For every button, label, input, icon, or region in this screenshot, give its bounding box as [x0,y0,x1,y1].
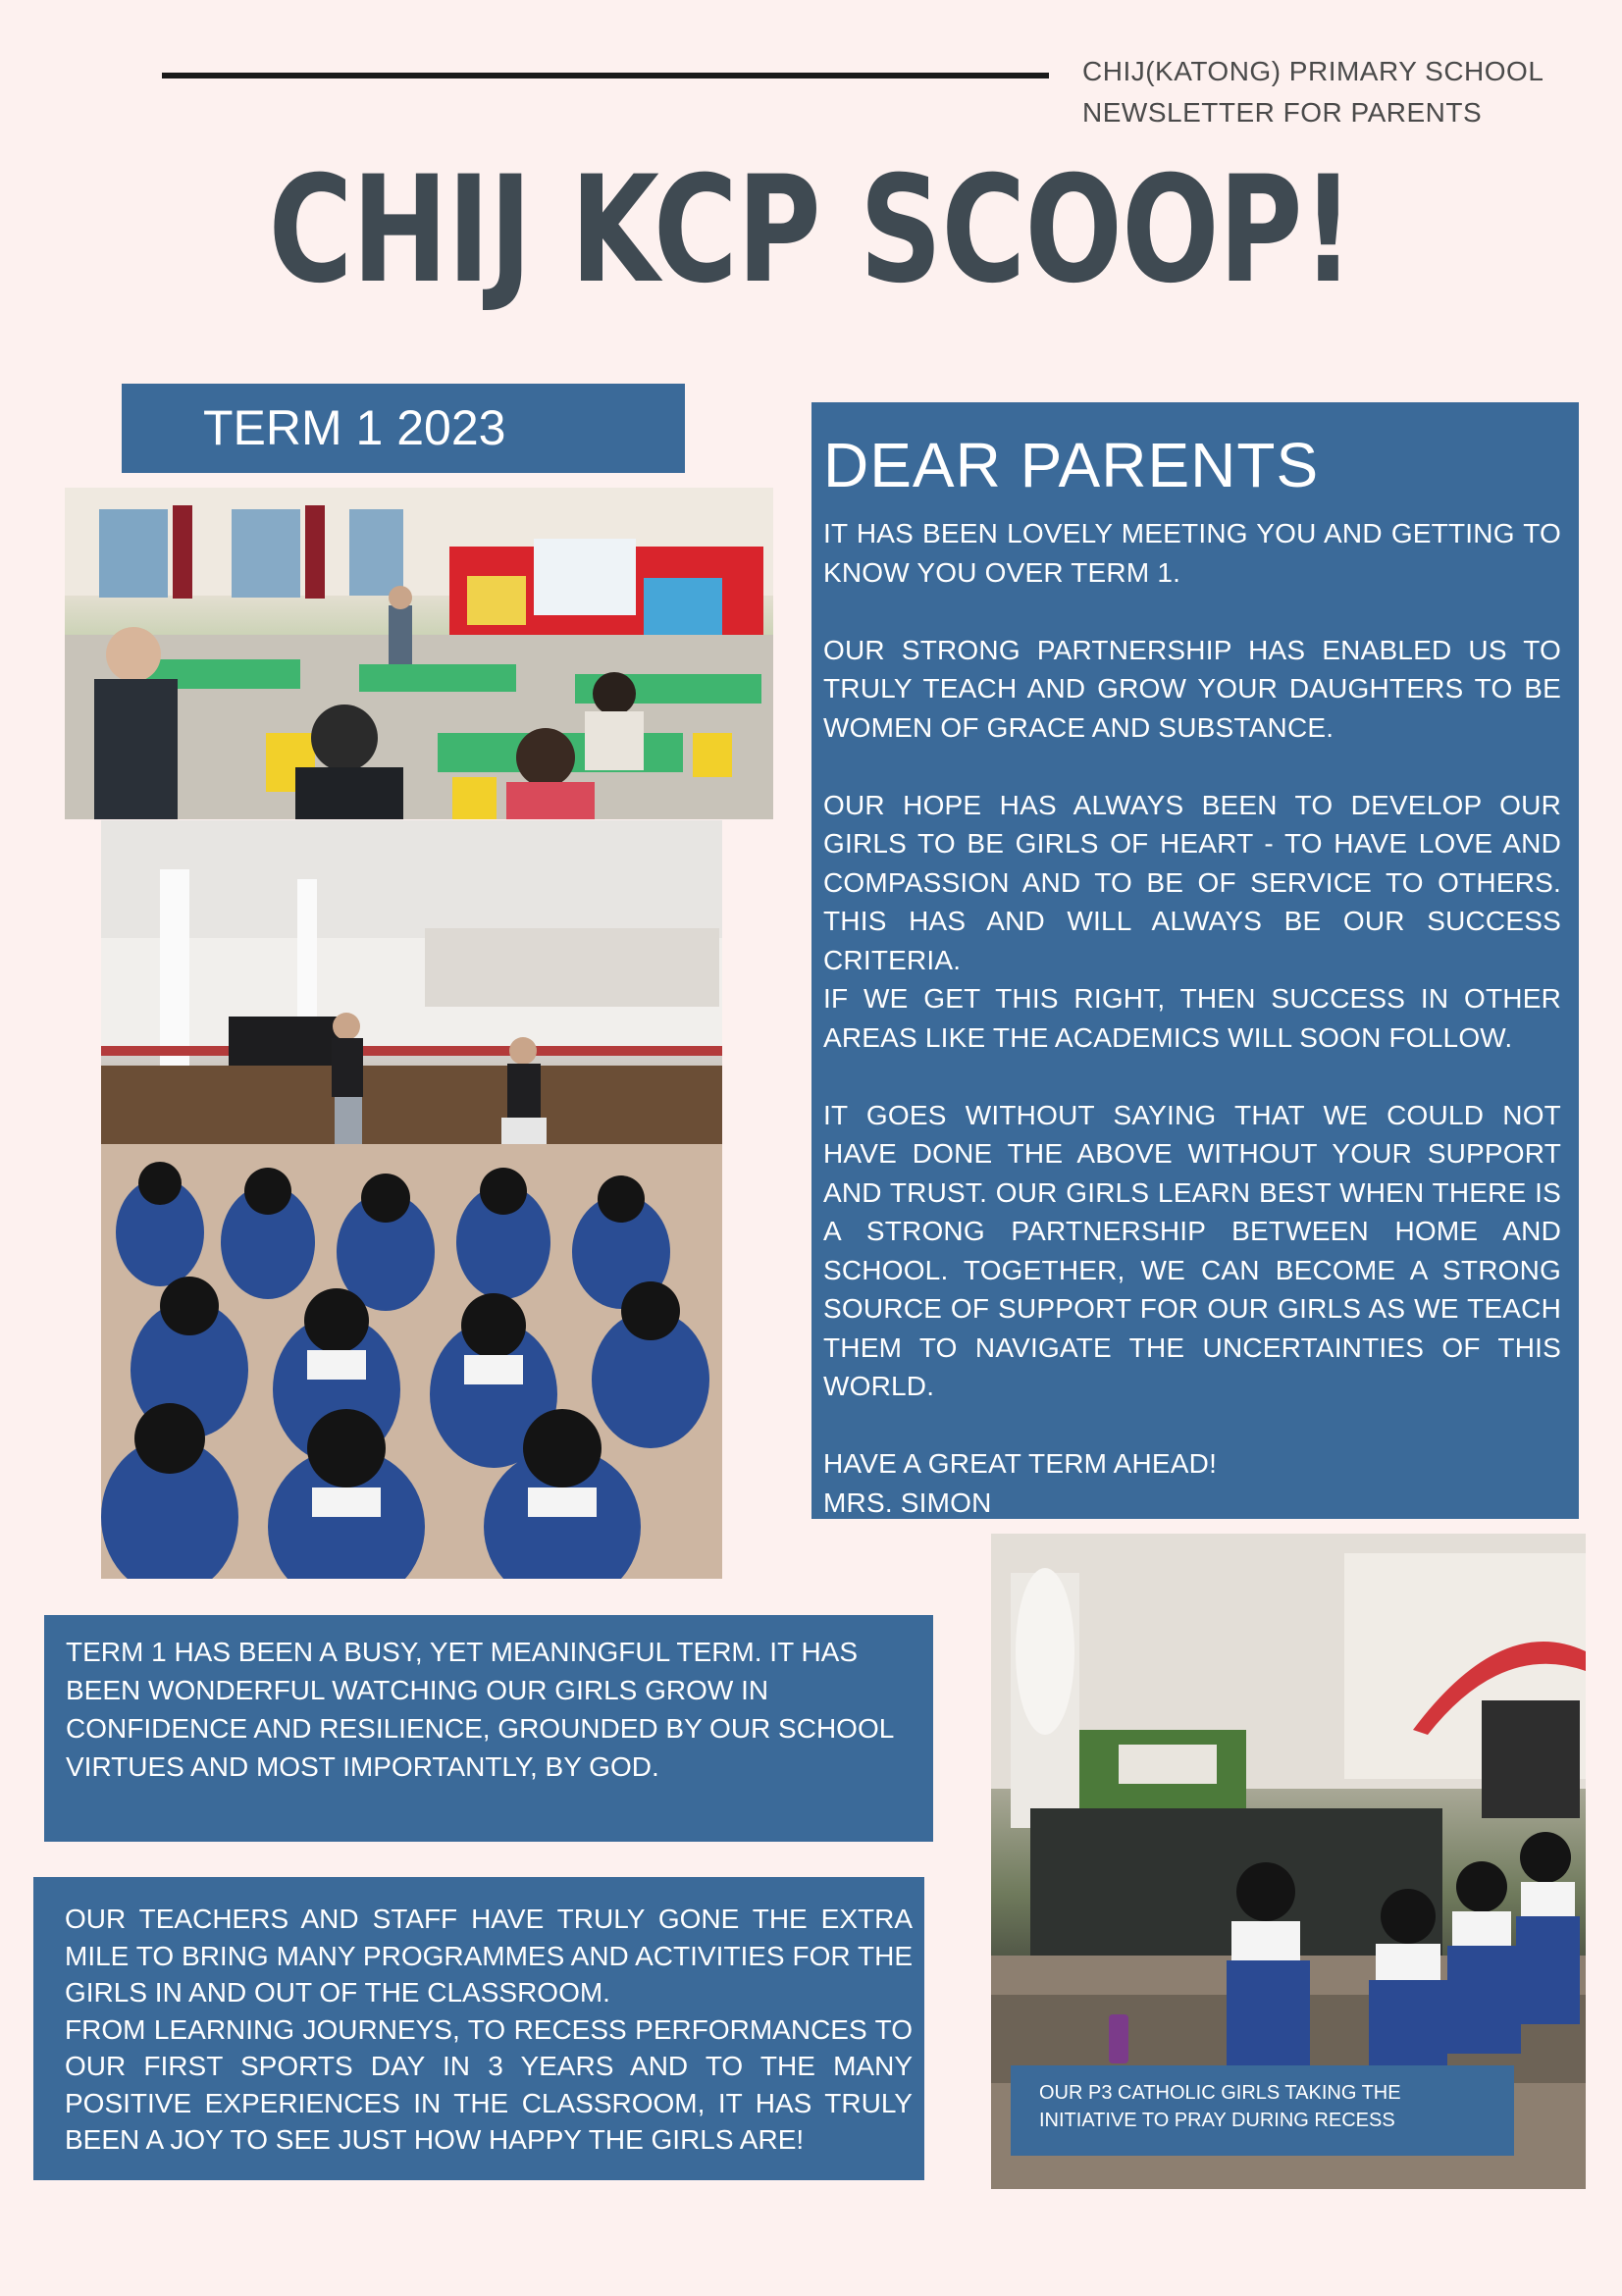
letter-paragraph: IT HAS BEEN LOVELY MEETING YOU AND GETTING TO KNOW YOU OVER TERM 1. [823,518,1561,588]
term-summary-text: TERM 1 HAS BEEN A BUSY, YET MEANINGFUL TERM. IT HAS BEEN WONDERFUL WATCHING OUR GIRLS GROW IN CONFIDENCE AND RESILIENCE, GROUNDED BY OUR SCHOOL VIRTUES AND MOST IMPORTANTLY, BY GOD. [66,1637,894,1782]
dear-parents-letter [811,402,1579,1519]
letter-heading: DEAR PARENTS [823,430,1320,500]
term-banner: TERM 1 2023 [122,384,685,473]
hall-performance-photo [101,820,722,1579]
term-summary-box [44,1615,933,1842]
newsletter-subtitle: NEWSLETTER FOR PARENTS [1082,97,1483,128]
letter-paragraph: IF WE GET THIS RIGHT, THEN SUCCESS IN OTHER AREAS LIKE THE ACADEMICS WILL SOON FOLLOW. [823,983,1561,1053]
newsletter-title: CHIJ KCP SCOOP! [268,145,1354,316]
letter-paragraph: IT GOES WITHOUT SAYING THAT WE COULD NOT HAVE DONE THE ABOVE WITHOUT YOUR SUPPORT AND TRUST. OUR GIRLS LEARN BEST WHEN THERE IS A STRONG PARTNERSHIP BETWEEN HOME AND SCHOOL. TOGETHER, WE CAN BECOME A STRONG SOURCE OF SUPPORT FOR OUR GIRLS AS WE TEACH THEM TO NAVIGATE THE UNCERTAINTIES OF THIS WORLD. [823,1099,1561,1401]
photo-caption-box [1011,2065,1514,2156]
letter-closing: HAVE A GREAT TERM AHEAD! [823,1448,1218,1479]
classroom-meeting-photo [65,488,773,819]
school-name-line1: CHIJ(KATONG) PRIMARY SCHOOL [1082,56,1544,86]
letter-paragraph: OUR STRONG PARTNERSHIP HAS ENABLED US TO TRULY TEACH AND GROW YOUR DAUGHTERS TO BE WOMEN OF GRACE AND SUBSTANCE. [823,634,1561,743]
teachers-paragraph: OUR TEACHERS AND STAFF HAVE TRULY GONE THE EXTRA MILE TO BRING MANY PROGRAMMES AND ACTIVITIES FOR THE GIRLS IN AND OUT OF THE CLASSROOM. [65,1904,913,2008]
photo-caption: OUR P3 CATHOLIC GIRLS TAKING THE INITIATIVE TO PRAY DURING RECESS [1039,2082,1401,2131]
teachers-programmes-box [33,1877,924,2180]
teachers-programmes-text [65,1901,913,2159]
activities-paragraph: FROM LEARNING JOURNEYS, TO RECESS PERFORMANCES TO OUR FIRST SPORTS DAY IN 3 YEARS AND TO THE MANY POSITIVE EXPERIENCES IN THE CLASSROOM, IT HAS TRULY BEEN A JOY TO SEE JUST HOW HAPPY THE GIRLS ARE! [65,2013,913,2155]
header-rule [162,73,1049,78]
school-name [1082,51,1593,133]
letter-paragraph: OUR HOPE HAS ALWAYS BEEN TO DEVELOP OUR GIRLS TO BE GIRLS OF HEART - TO HAVE LOVE AND COMPASSION AND TO BE OF SERVICE TO OTHERS. THIS HAS AND WILL ALWAYS BE OUR SUCCESS CRITERIA. [823,789,1561,975]
letter-signature: MRS. SIMON [823,1487,992,1518]
letter-body [823,514,1561,1522]
